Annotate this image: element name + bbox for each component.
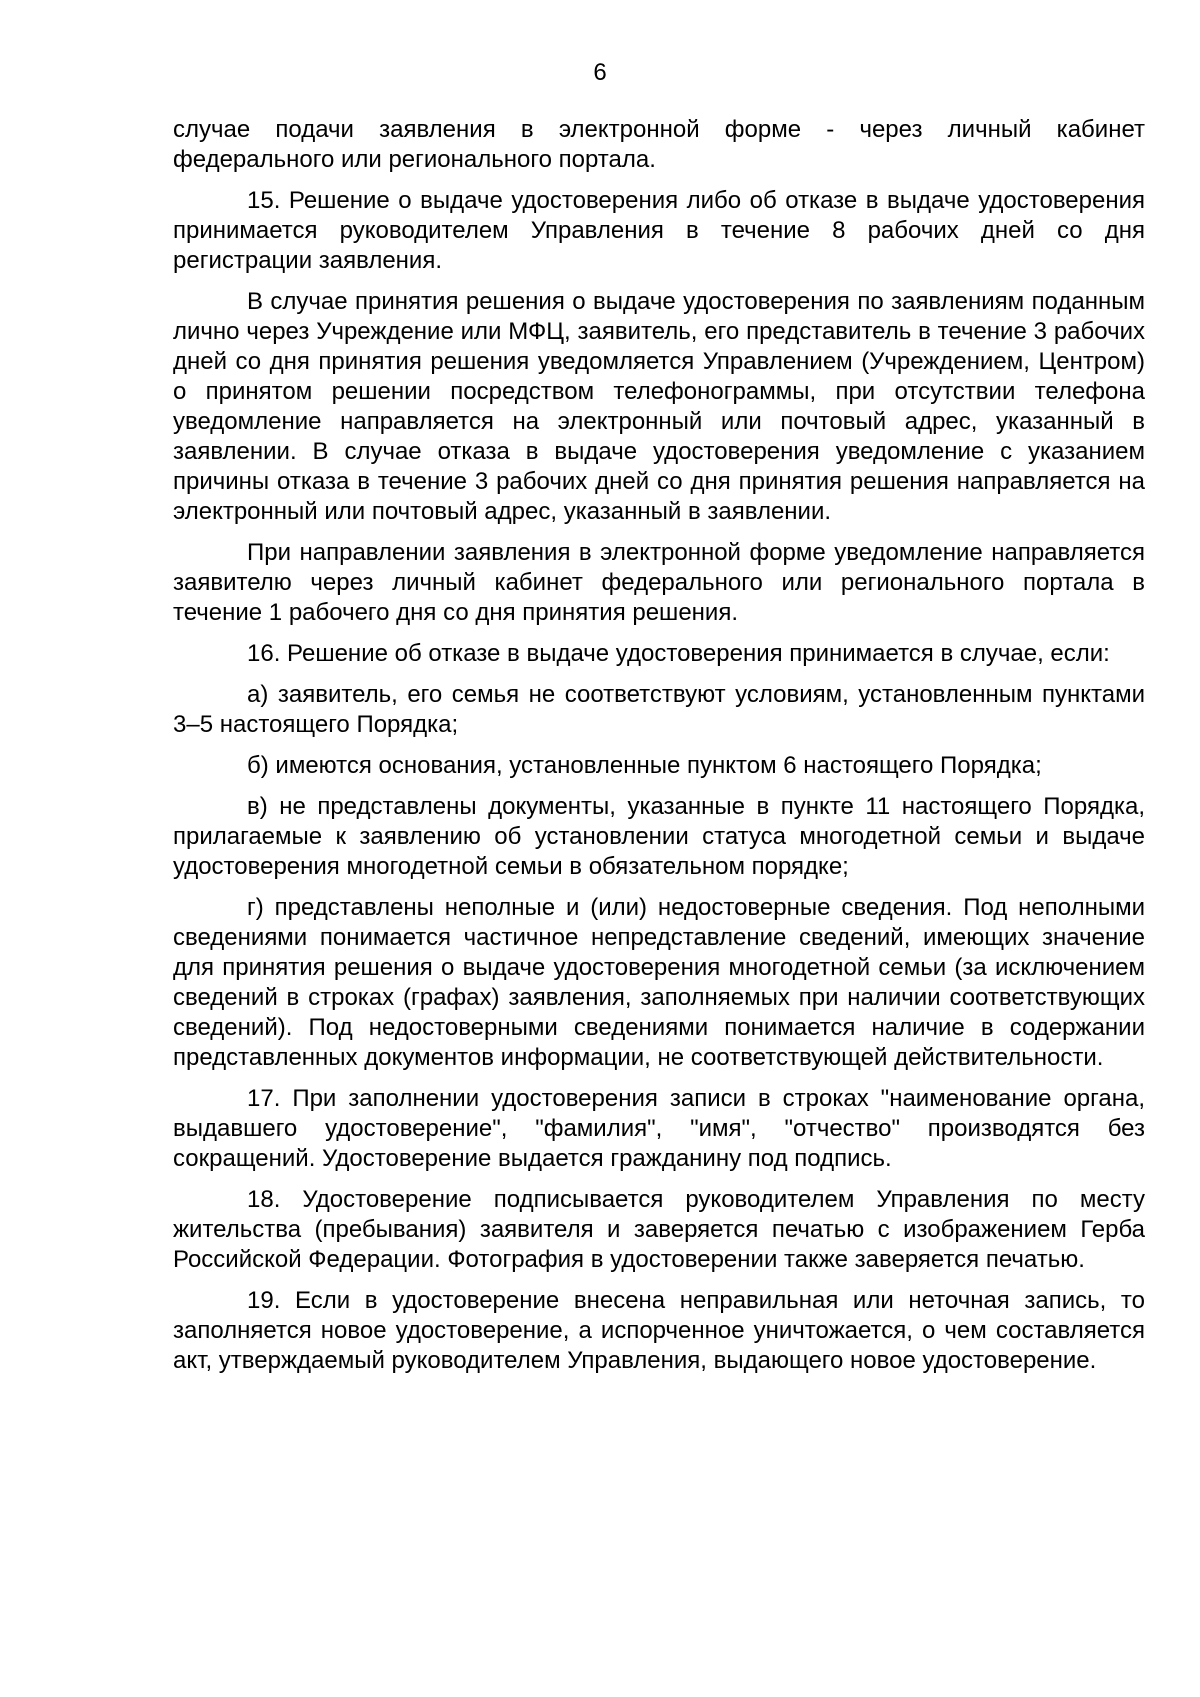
paragraph-continuation: случае подачи заявления в электронной форме - через личный кабинет федерального или регионального портала. bbox=[173, 116, 1145, 173]
paragraph-notification-electronic: При направлении заявления в электронной форме уведомление направляется заявителю через личный кабинет федерального или регионального портала в течение 1 рабочего дня со дня принятия решения. bbox=[173, 539, 1145, 626]
paragraph-subitem-v: в) не представлены документы, указанные в пункте 11 настоящего Порядка, прилагаемые к заявлению об установлении статуса многодетной семьи и выдаче удостоверения многодетной семьи в обязательном порядке; bbox=[173, 793, 1145, 880]
document-body bbox=[173, 115, 1145, 1387]
paragraph-notification-approval: В случае принятия решения о выдаче удостоверения по заявлениям поданным лично через Учреждение или МФЦ, заявитель, его представитель в течение 3 рабочих дней со дня принятия решения уведомляется Управлением (Учреждением, Центром) о принятом решении посредством телефонограммы, при отсутствии телефона уведомление направляется на электронный или почтовый адрес, указанный в заявлении. В случае отказа в выдаче удостоверения уведомление с указанием причины отказа в течение 3 рабочих дней со дня принятия решения направляется на электронный или почтовый адрес, указанный в заявлении. bbox=[173, 288, 1145, 525]
paragraph-item-18: 18. Удостоверение подписывается руководителем Управления по месту жительства (пребывания) заявителя и заверяется печатью с изображением Герба Российской Федерации. Фотография в удостоверении также заверяется печатью. bbox=[173, 1186, 1145, 1273]
paragraph-subitem-a: а) заявитель, его семья не соответствуют условиям, установленным пунктами 3–5 настоящего Порядка; bbox=[173, 681, 1145, 738]
paragraph-item-19: 19. Если в удостоверение внесена неправильная или неточная запись, то заполняется новое удостоверение, а испорченное уничтожается, о чем составляется акт, утверждаемый руководителем Управления, выдающего новое удостоверение. bbox=[173, 1287, 1145, 1374]
paragraph-subitem-g: г) представлены неполные и (или) недостоверные сведения. Под неполными сведениями понимается частичное непредставление сведений, имеющих значение для принятия решения о выдаче удостоверения многодетной семьи (за исключением сведений в строках (графах) заявления, заполняемых при наличии соответствующих сведений). Под недостоверными сведениями понимается наличие в содержании представленных документов информации, не соответствующей действительности. bbox=[173, 894, 1145, 1071]
paragraph-subitem-b: б) имеются основания, установленные пунктом 6 настоящего Порядка; bbox=[247, 752, 1042, 779]
paragraph-item-15: 15. Решение о выдаче удостоверения либо об отказе в выдаче удостоверения принимается руководителем Управления в течение 8 рабочих дней со дня регистрации заявления. bbox=[173, 187, 1145, 274]
paragraph-item-16: 16. Решение об отказе в выдаче удостоверения принимается в случае, если: bbox=[247, 640, 1110, 667]
page-number: 6 bbox=[593, 59, 607, 86]
paragraph-item-17: 17. При заполнении удостоверения записи в строках "наименование органа, выдавшего удостоверение", "фамилия", "имя", "отчество" производятся без сокращений. Удостоверение выдается гражданину под подпись. bbox=[173, 1085, 1145, 1172]
